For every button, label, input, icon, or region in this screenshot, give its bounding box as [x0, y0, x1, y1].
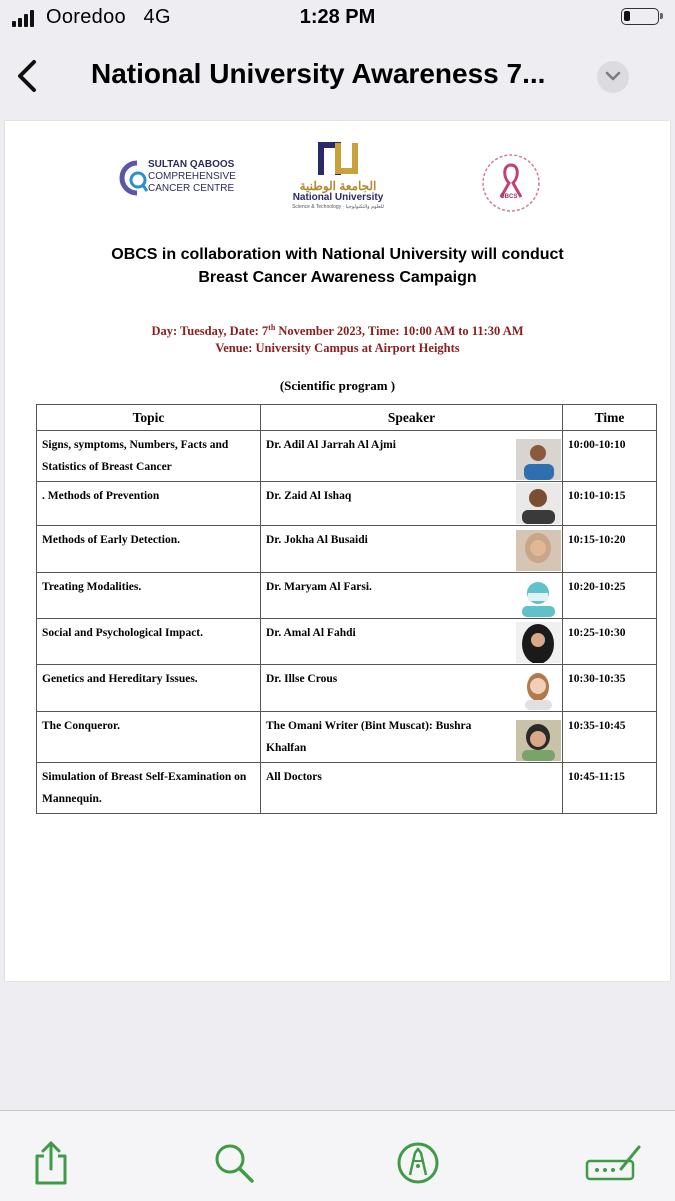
topic-cell: Genetics and Hereditary Issues.	[37, 665, 261, 712]
table-row	[37, 526, 657, 573]
signature-icon	[585, 1139, 643, 1187]
carrier-name: Ooredoo	[46, 6, 126, 28]
chevron-down-icon	[605, 71, 621, 83]
share-icon	[27, 1139, 75, 1187]
table-row	[37, 763, 657, 814]
topic-cell: Social and Psychological Impact.	[37, 619, 261, 665]
markup-button[interactable]	[394, 1139, 442, 1187]
time-cell: 10:35-10:45	[563, 712, 657, 763]
program-title: (Scientific program )	[279, 378, 396, 393]
signature-button[interactable]	[585, 1139, 643, 1187]
table-row	[37, 665, 657, 712]
title-menu-button[interactable]	[597, 61, 629, 93]
time-cell: 10:00-10:10	[563, 431, 657, 482]
markup-icon	[394, 1139, 442, 1187]
time-cell: 10:20-10:25	[563, 573, 657, 619]
topic-cell: Simulation of Breast Self-Examination on Mannequin.	[37, 763, 261, 814]
table-header-row	[37, 405, 657, 431]
topic-cell: Treating Modalities.	[37, 573, 261, 619]
search-icon	[210, 1139, 258, 1187]
speaker-cell: Dr. Zaid Al Ishaq	[261, 482, 563, 526]
header-topic: Topic	[37, 405, 261, 431]
table-row	[37, 573, 657, 619]
table-row	[37, 712, 657, 763]
time-cell: 10:15-10:20	[563, 526, 657, 573]
topic-cell: Signs, symptoms, Numbers, Facts and Statistics of Breast Cancer	[37, 431, 261, 482]
speaker-cell: The Omani Writer (Bint Muscat): Bushra Khalfan	[261, 712, 563, 763]
status-bar	[0, 0, 675, 38]
speaker-photo	[516, 720, 561, 761]
national-university-logo: الجامعة الوطنية National University Science & Technology · للعلوم والتكنولوجيا	[288, 139, 388, 211]
campaign-headline: OBCS in collaboration with National University will conduct Breast Cancer Awareness Campaign	[111, 246, 564, 286]
speaker-photo	[516, 576, 561, 617]
speaker-cell: All Doctors	[261, 763, 563, 814]
speaker-cell: Dr. Jokha Al Busaidi	[261, 526, 563, 573]
speaker-photo	[516, 439, 561, 480]
speaker-photo	[516, 669, 561, 710]
network-type: 4G	[143, 6, 171, 28]
table-row	[37, 619, 657, 665]
table-row	[37, 431, 657, 482]
schedule-table	[36, 404, 657, 814]
document-page	[5, 121, 670, 981]
topic-cell: . Methods of Prevention	[37, 482, 261, 526]
event-details: Day: Tuesday, Date: 7th November 2023, Time: 10:00 AM to 11:30 AM Venue: University Campus at Airport Heights	[151, 323, 524, 356]
obcs-logo: OBCS	[475, 151, 555, 215]
time-cell: 10:10-10:15	[563, 482, 657, 526]
speaker-cell: Dr. Maryam Al Farsi.	[261, 573, 563, 619]
table-row	[37, 482, 657, 526]
speaker-photo	[516, 530, 561, 571]
back-button[interactable]	[10, 54, 50, 98]
topic-cell: Methods of Early Detection.	[37, 526, 261, 573]
speaker-photo	[516, 483, 561, 524]
speaker-photo	[516, 622, 561, 663]
header-speaker: Speaker	[261, 405, 563, 431]
header-time: Time	[563, 405, 657, 431]
navigation-bar	[0, 40, 675, 114]
status-time: 1:28 PM	[299, 6, 376, 28]
speaker-cell: Dr. Adil Al Jarrah Al Ajmi	[261, 431, 563, 482]
time-cell: 10:30-10:35	[563, 665, 657, 712]
document-title: National University Awareness 7...	[91, 58, 546, 89]
speaker-cell: Dr. Illse Crous	[261, 665, 563, 712]
search-button[interactable]	[210, 1139, 258, 1187]
bottom-toolbar	[0, 1110, 675, 1201]
speaker-cell: Dr. Amal Al Fahdi	[261, 619, 563, 665]
sultan-qaboos-cancer-centre-logo: SULTAN QABOOS COMPREHENSIVE CANCER CENTRE	[115, 151, 225, 207]
battery-icon	[621, 8, 659, 25]
time-cell: 10:25-10:30	[563, 619, 657, 665]
share-button[interactable]	[27, 1139, 75, 1187]
time-cell: 10:45-11:15	[563, 763, 657, 814]
topic-cell: The Conqueror.	[37, 712, 261, 763]
chevron-left-icon	[10, 54, 50, 98]
